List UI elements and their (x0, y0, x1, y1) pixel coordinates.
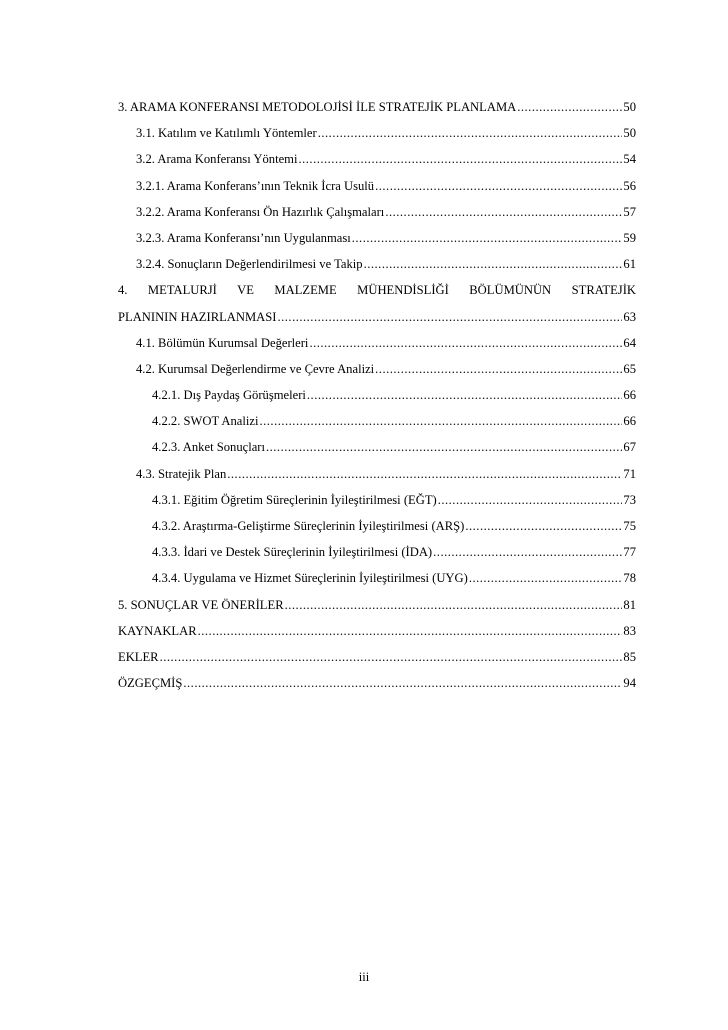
dot-leader (259, 414, 622, 429)
toc-entry[interactable] (118, 624, 636, 650)
toc-entry[interactable] (118, 152, 636, 178)
toc-entry-page: 85 (623, 649, 636, 664)
toc-entry-page: 54 (623, 152, 636, 167)
toc-entry-title: 4.2. Kurumsal Değerlendirme ve Çevre Analizi (136, 361, 375, 376)
toc-entry-title: KAYNAKLAR (118, 623, 197, 638)
toc-entry[interactable] (118, 571, 636, 597)
dot-leader (298, 152, 622, 167)
toc-entry-page: 78 (623, 571, 636, 586)
toc-entry-page: 56 (623, 178, 636, 193)
toc-entry-page: 66 (623, 388, 636, 403)
toc-entry[interactable] (118, 467, 636, 493)
toc-entry[interactable] (118, 545, 636, 571)
toc-entry[interactable] (118, 362, 636, 388)
toc-entry-title: PLANININ HAZIRLANMASI (118, 309, 277, 324)
dot-leader (465, 519, 622, 534)
toc-entry-title: 3.2.2. Arama Konferansı Ön Hazırlık Çalışmaları (136, 204, 385, 219)
page-number: iii (358, 970, 370, 984)
dot-leader (309, 336, 622, 351)
toc-entry-title: 3. ARAMA KONFERANSI METODOLOJİSİ İLE STRATEJİK PLANLAMA (118, 100, 517, 114)
toc-entry-page: 73 (623, 492, 636, 507)
toc-entry-title: 4.2.3. Anket Sonuçları (152, 440, 265, 455)
toc-entry[interactable] (118, 676, 636, 702)
toc-entry-page: 63 (623, 309, 636, 324)
dot-leader (198, 624, 623, 639)
toc-entry[interactable] (118, 650, 636, 676)
dot-leader (469, 571, 623, 586)
toc-entry-title: 4.3.1. Eğitim Öğretim Süreçlerinin İyileştirilmesi (EĞT) (152, 492, 437, 507)
toc-entry-title: 4.2.1. Dış Paydaş Görüşmeleri (152, 388, 306, 403)
dot-leader (318, 126, 623, 141)
toc-entry[interactable] (118, 493, 636, 519)
toc-entry-page: 81 (623, 597, 636, 612)
toc-entry[interactable] (118, 414, 636, 440)
toc-entry-title: 3.1. Katılım ve Katılımlı Yöntemler (136, 126, 317, 141)
dot-leader (307, 388, 623, 403)
dot-leader (183, 676, 622, 691)
toc-entry[interactable] (118, 205, 636, 231)
toc-entry-title: 3.2.4. Sonuçların Değerlendirilmesi ve Takip (136, 257, 363, 272)
toc-entry-title: ÖZGEÇMİŞ (118, 676, 183, 691)
toc-entry[interactable] (118, 179, 636, 205)
toc-entry[interactable] (118, 126, 636, 152)
toc-entry-page: 57 (623, 204, 636, 219)
dot-leader (517, 100, 622, 115)
toc-entry-page: 75 (623, 519, 636, 533)
dot-leader (160, 650, 623, 665)
toc-entry-page: 50 (623, 126, 636, 141)
toc-entry-heading-line[interactable] (118, 283, 636, 309)
toc-entry-title: 4.3.3. İdari ve Destek Süreçlerinin İyileştirilmesi (İDA) (152, 545, 433, 560)
toc-entry-title: 4.2.2. SWOT Analizi (152, 414, 259, 429)
toc-entry[interactable] (118, 519, 636, 545)
toc-entry-title-line1: 4. METALURJİ VE MALZEME MÜHENDİSLİĞİ BÖLÜMÜNÜN STRATEJİK (118, 283, 636, 298)
toc-entry[interactable] (118, 388, 636, 414)
toc-entry-title: 4.3.2. Araştırma-Geliştirme Süreçlerinin İyileştirilmesi (ARŞ) (152, 519, 465, 533)
dot-leader (364, 257, 623, 272)
table-of-contents (118, 100, 636, 702)
dot-leader (385, 205, 622, 220)
toc-entry[interactable] (118, 257, 636, 283)
toc-entry-page: 77 (623, 545, 636, 560)
dot-leader (433, 545, 622, 560)
toc-entry-page: 65 (623, 361, 636, 376)
toc-entry-title: 4.1. Bölümün Kurumsal Değerleri (136, 335, 309, 350)
toc-entry-page: 59 (623, 230, 636, 245)
toc-entry-title: 4.3. Stratejik Plan (136, 466, 227, 481)
toc-entry[interactable] (118, 598, 636, 624)
toc-entry[interactable] (118, 310, 636, 336)
toc-entry[interactable] (118, 336, 636, 362)
dot-leader (277, 310, 622, 325)
toc-entry-page: 50 (623, 100, 636, 114)
toc-entry[interactable] (118, 100, 636, 126)
toc-entry-title: 4.3.4. Uygulama ve Hizmet Süreçlerinin İyileştirilmesi (UYG) (152, 571, 468, 586)
toc-entry-title: EKLER (118, 649, 159, 664)
dot-leader (227, 467, 622, 482)
toc-entry-page: 64 (623, 335, 636, 350)
toc-entry-page: 67 (623, 440, 636, 455)
dot-leader (375, 179, 622, 194)
dot-leader (266, 440, 622, 455)
toc-entry[interactable] (118, 231, 636, 257)
toc-entry-page: 83 (623, 623, 636, 638)
toc-entry-title: 3.2. Arama Konferansı Yöntemi (136, 152, 298, 167)
dot-leader (438, 493, 623, 508)
dot-leader (285, 598, 623, 613)
toc-entry-title: 5. SONUÇLAR VE ÖNERİLER (118, 597, 284, 612)
toc-entry-page: 71 (623, 466, 636, 481)
dot-leader (352, 231, 623, 246)
toc-entry-title: 3.2.3. Arama Konferansı’nın Uygulanması (136, 230, 351, 245)
toc-entry-title: 3.2.1. Arama Konferans’ının Teknik İcra Usulü (136, 178, 375, 193)
toc-entry[interactable] (118, 440, 636, 466)
toc-entry-page: 94 (623, 676, 636, 691)
dot-leader (375, 362, 622, 377)
toc-entry-page: 61 (623, 257, 636, 272)
toc-entry-page: 66 (623, 414, 636, 429)
